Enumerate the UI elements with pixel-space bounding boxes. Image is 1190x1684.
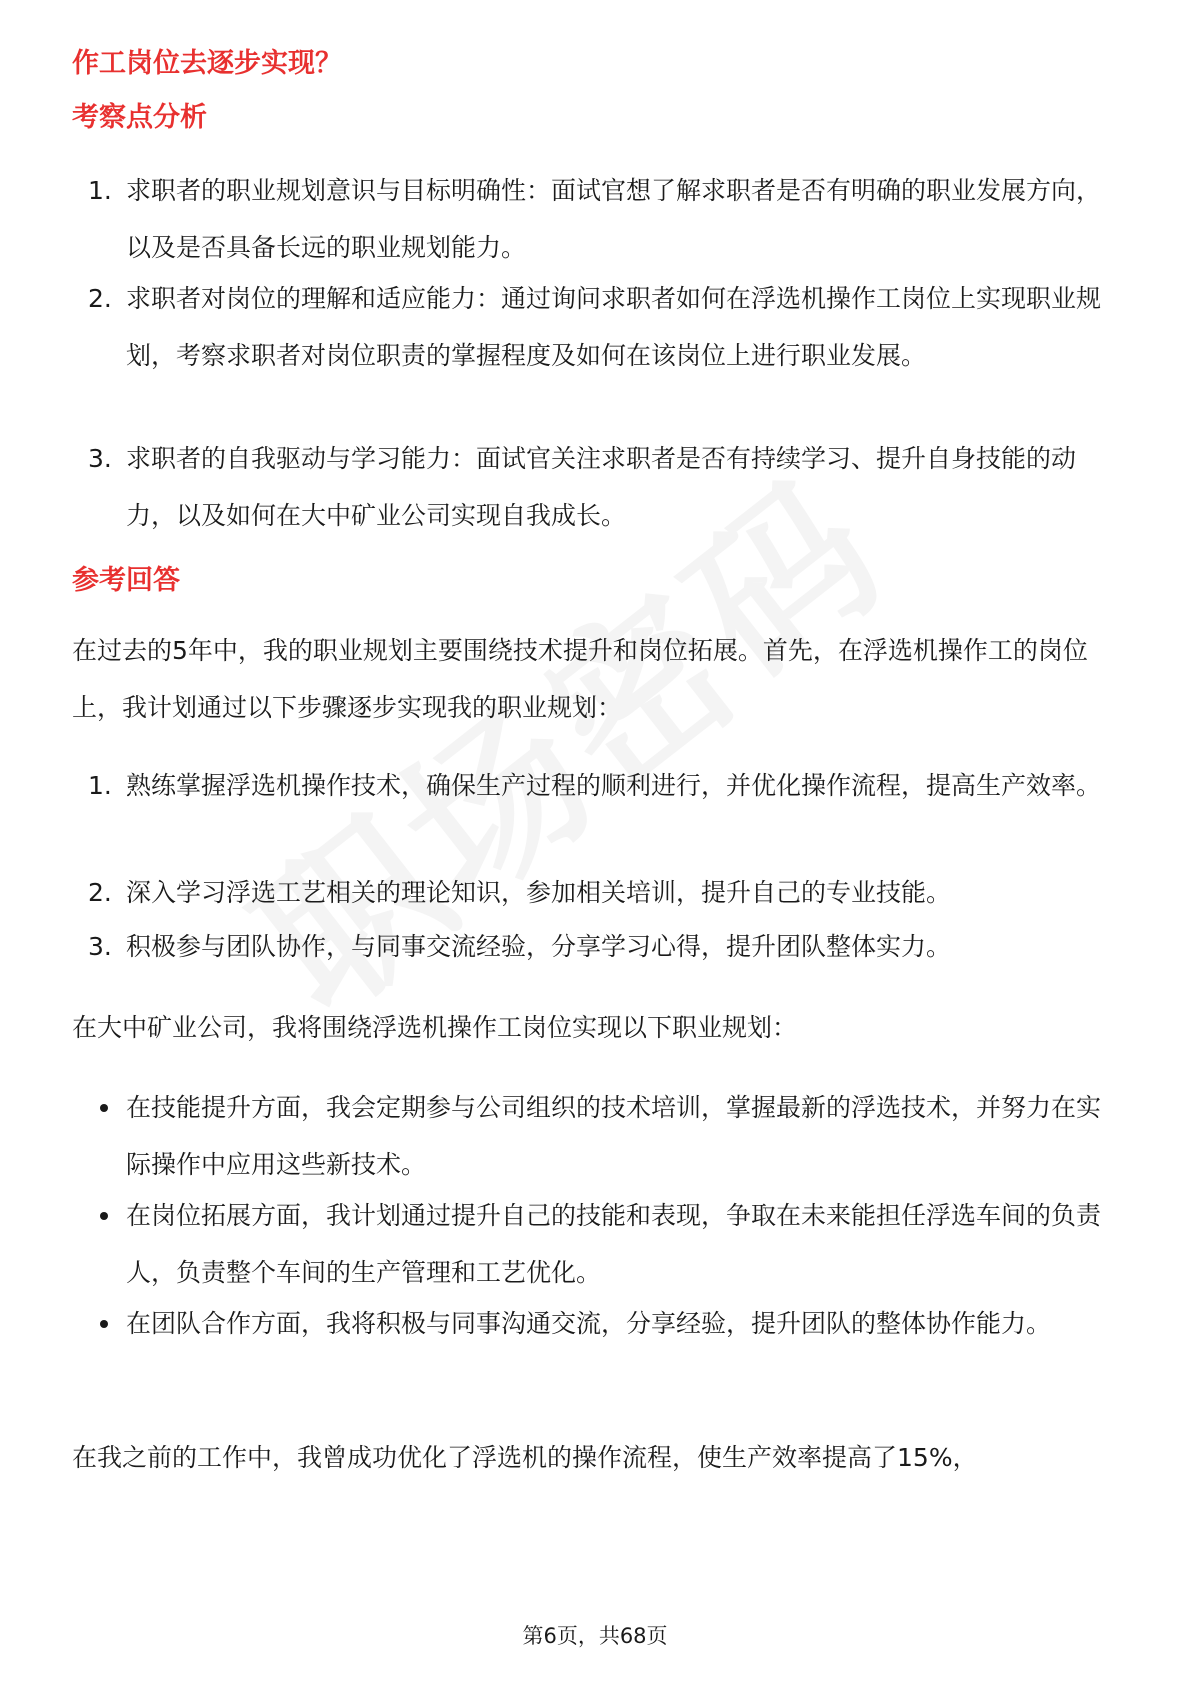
- company-plan-intro: 在大中矿业公司，我将围绕浮选机操作工岗位实现以下职业规划：: [72, 1013, 798, 1042]
- bullet-item-text: 在技能提升方面，我会定期参与公司组织的技术培训，掌握最新的浮选技术，并努力在实际操作中应用这些新技术。: [126, 1093, 1102, 1179]
- step-item: [88, 864, 1118, 921]
- analysis-item-text: 求职者对岗位的理解和适应能力：通过询问求职者如何在浮选机操作工岗位上实现职业规划，考察求职者对岗位职责的掌握程度及如何在该岗位上进行职业发展。: [126, 284, 1102, 370]
- list-number: 2.: [88, 284, 112, 313]
- analysis-item: [88, 162, 1118, 276]
- bullet-icon: [100, 1104, 108, 1112]
- question-continuation: 作工岗位去逐步实现？: [72, 48, 342, 79]
- analysis-item-text: 求职者的职业规划意识与目标明确性：面试官想了解求职者是否有明确的职业发展方向，以及是否具备长远的职业规划能力。: [126, 176, 1102, 262]
- bullet-icon: [100, 1212, 108, 1220]
- bullet-item-text: 在团队合作方面，我将积极与同事沟通交流，分享经验，提升团队的整体协作能力。: [126, 1309, 1052, 1338]
- section-heading-answer: 参考回答: [72, 565, 180, 596]
- list-number: 2.: [88, 878, 112, 907]
- bullet-icon: [100, 1320, 108, 1328]
- page-number: 第6页，共68页: [522, 1624, 668, 1648]
- list-number: 3.: [88, 444, 112, 473]
- bullet-item: [88, 1079, 1118, 1193]
- list-number: 1.: [88, 771, 112, 800]
- section-heading-analysis: 考察点分析: [72, 102, 207, 133]
- analysis-item: [88, 430, 1118, 544]
- step-item-text: 积极参与团队协作，与同事交流经验，分享学习心得，提升团队整体实力。: [126, 932, 952, 961]
- closing-paragraph: 在我之前的工作中，我曾成功优化了浮选机的操作流程，使生产效率提高了15%，: [72, 1443, 978, 1472]
- analysis-item-text: 求职者的自我驱动与学习能力：面试官关注求职者是否有持续学习、提升自身技能的动力，以及如何在大中矿业公司实现自我成长。: [126, 444, 1077, 530]
- list-number: 3.: [88, 932, 112, 961]
- bullet-item: [88, 1295, 1118, 1352]
- step-item-text: 深入学习浮选工艺相关的理论知识，参加相关培训，提升自己的专业技能。: [126, 878, 952, 907]
- step-item: [88, 757, 1118, 814]
- analysis-item: [88, 270, 1118, 384]
- bullet-item-text: 在岗位拓展方面，我计划通过提升自己的技能和表现，争取在未来能担任浮选车间的负责人，负责整个车间的生产管理和工艺优化。: [126, 1201, 1102, 1287]
- answer-intro: 在过去的5年中，我的职业规划主要围绕技术提升和岗位拓展。首先，在浮选机操作工的岗位上，我计划通过以下步骤逐步实现我的职业规划：: [72, 636, 1088, 722]
- bullet-item: [88, 1187, 1118, 1301]
- step-item: [88, 918, 1118, 975]
- list-number: 1.: [88, 176, 112, 205]
- step-item-text: 熟练掌握浮选机操作技术，确保生产过程的顺利进行，并优化操作流程，提高生产效率。: [126, 771, 1102, 800]
